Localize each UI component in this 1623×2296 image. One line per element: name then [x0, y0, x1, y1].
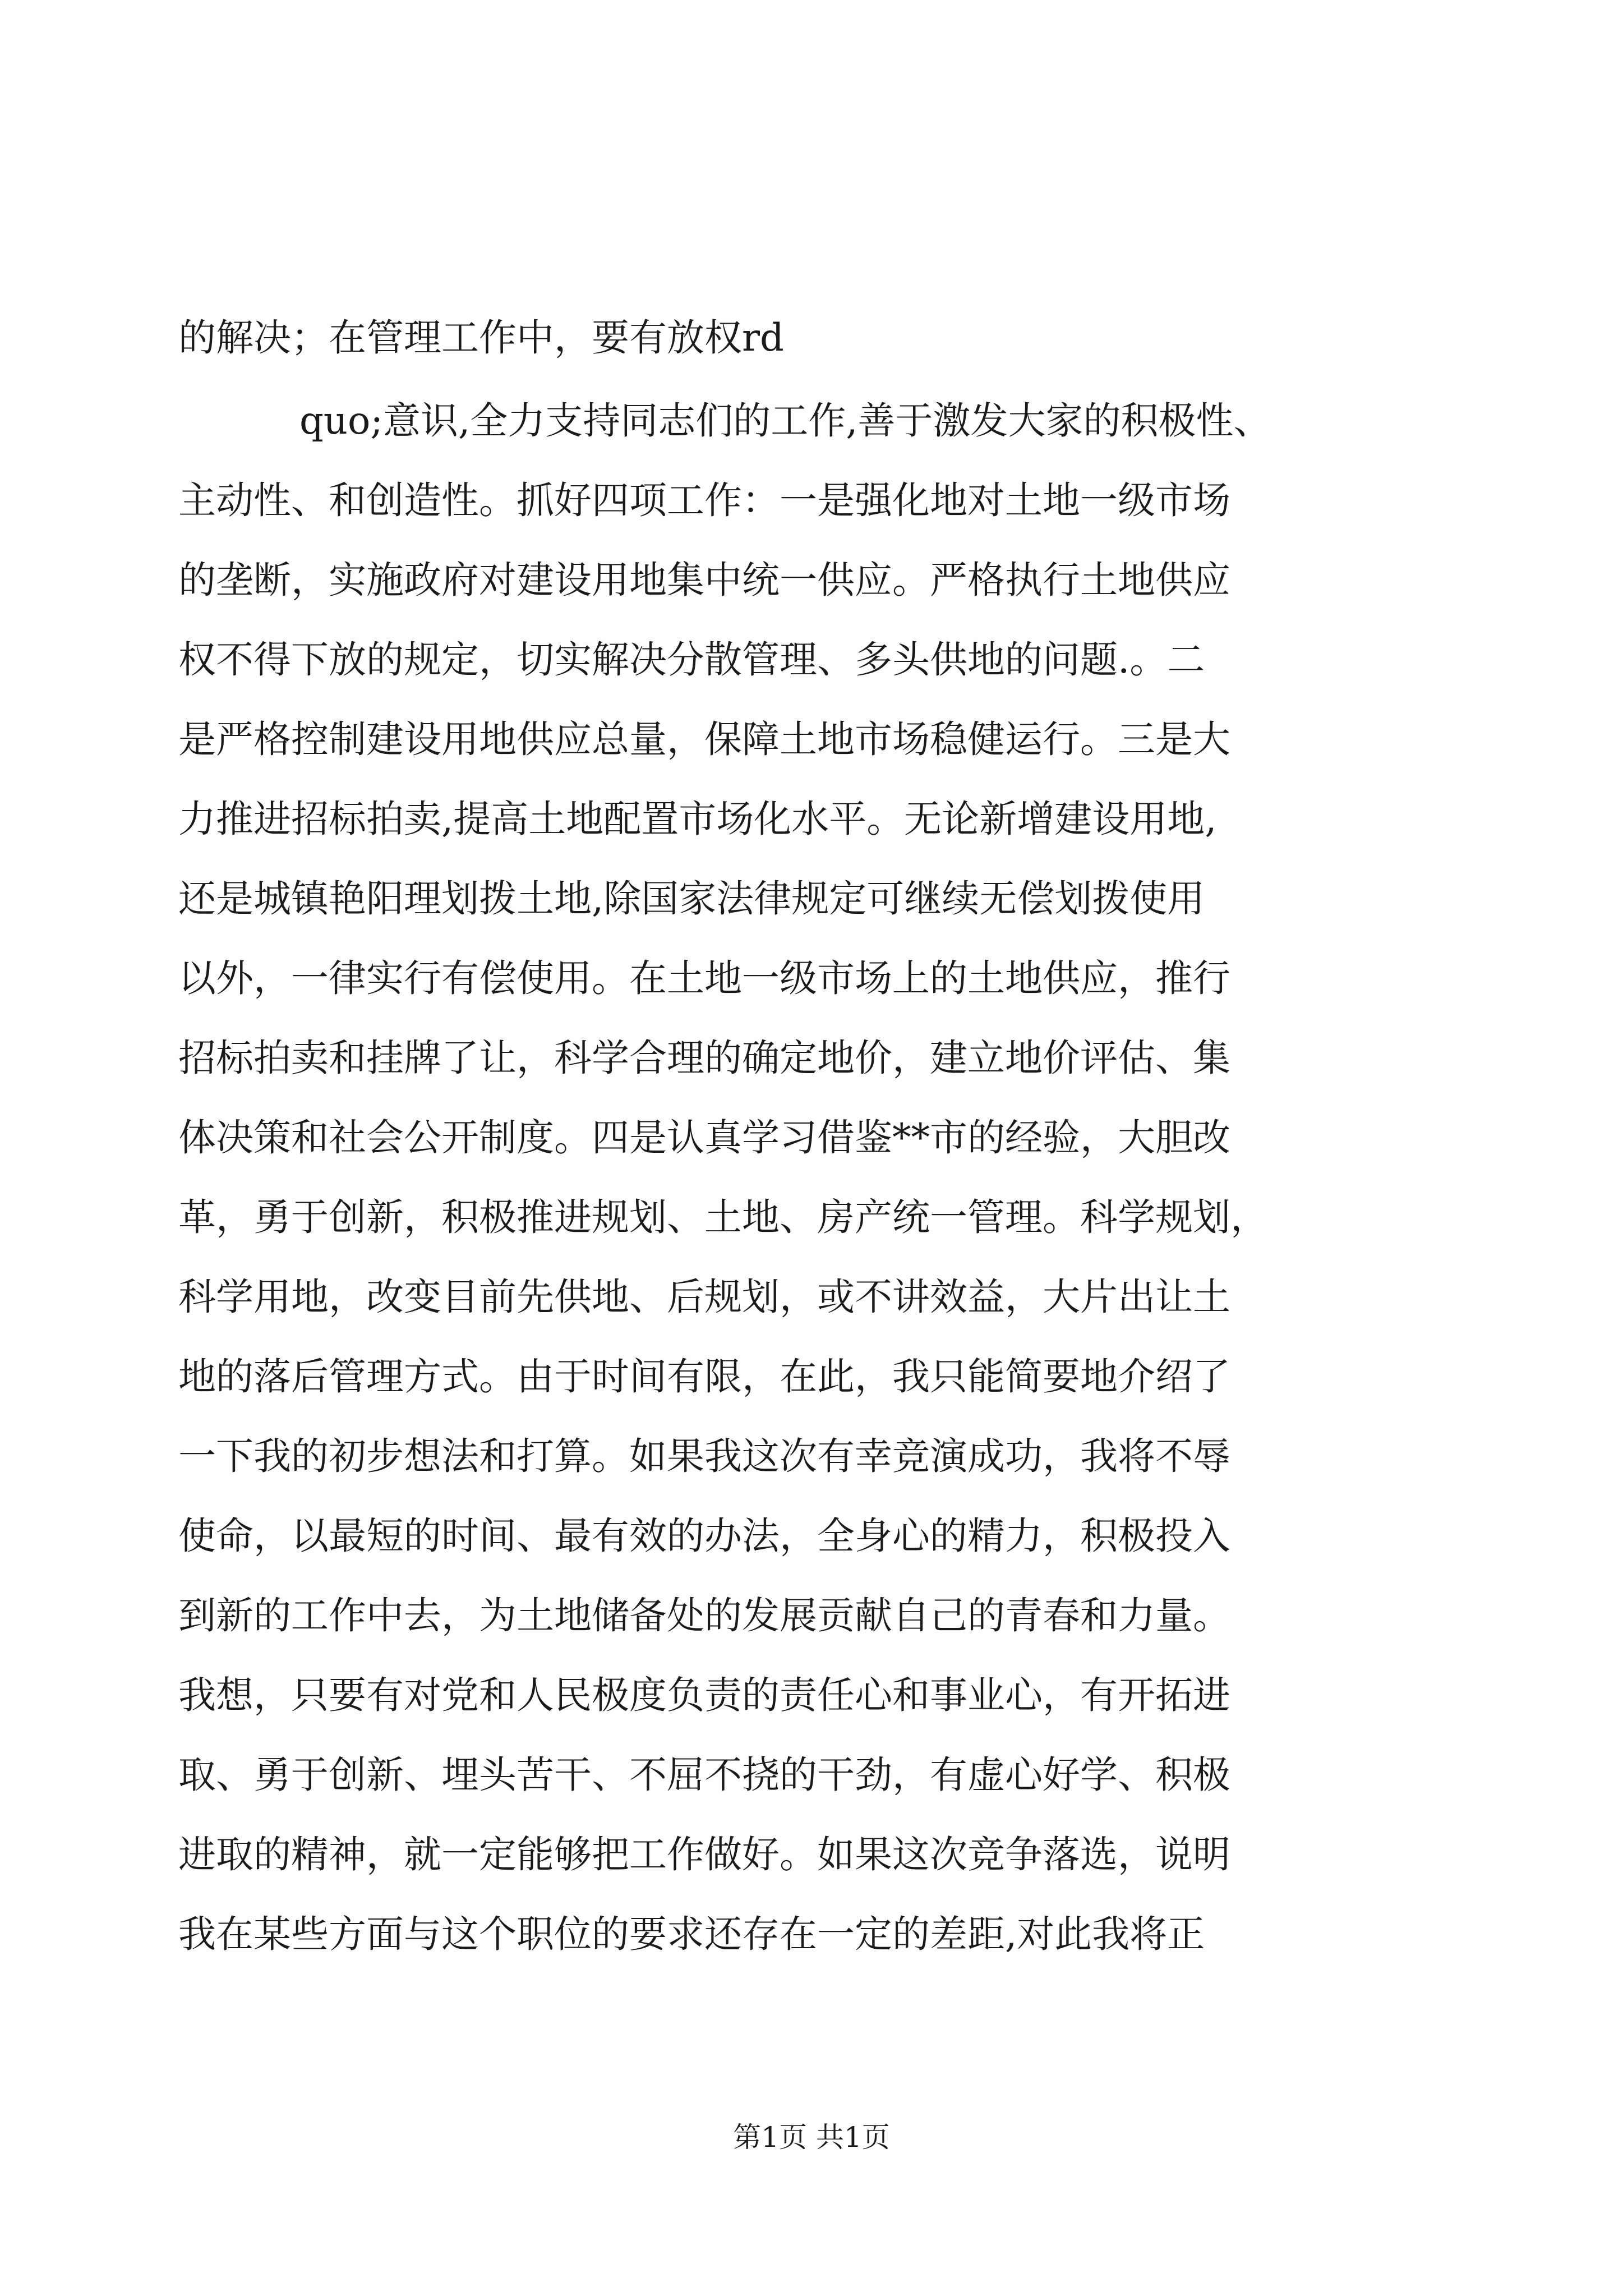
- text-line: 一下我的初步想法和打算。如果我这次有幸竞演成功，我将不辱: [178, 1434, 1230, 1478]
- text-line: 使命，以最短的时间、最有效的办法，全身心的精力，积极投入: [178, 1514, 1230, 1558]
- text-line: 是严格控制建设用地供应总量，保障土地市场稳健运行。三是大: [178, 717, 1230, 761]
- text-line: 地的落后管理方式。由于时间有限，在此，我只能简要地介绍了: [178, 1355, 1230, 1398]
- text-line: 以外，一律实行有偿使用。在土地一级市场上的土地供应，推行: [178, 956, 1230, 1000]
- page-footer: 第1页 共1页: [733, 2121, 890, 2154]
- text-line: 到新的工作中去，为土地储备处的发展贡献自己的青春和力量。: [178, 1594, 1230, 1637]
- text-line: 力推进招标拍卖,提高土地配置市场化水平。无论新增建设用地,: [178, 797, 1217, 841]
- text-line: 我想，只要有对党和人民极度负责的责任心和事业心，有开拓进: [178, 1673, 1230, 1717]
- text-line: 体决策和社会公开制度。四是认真学习借鉴**市的经验，大胆改: [178, 1116, 1230, 1159]
- text-line: 取、勇于创新、埋头苦干、不屈不挠的干劲，有虚心好学、积极: [178, 1753, 1230, 1797]
- text-line: 主动性、和创造性。抓好四项工作：一是强化地对土地一级市场: [178, 478, 1230, 522]
- text-line: 的垄断，实施政府对建设用地集中统一供应。严格执行土地供应: [178, 558, 1230, 602]
- text-line: 进取的精神，就一定能够把工作做好。如果这次竞争落选，说明: [178, 1833, 1230, 1876]
- text-line: 还是城镇艳阳理划拨土地,除国家法律规定可继续无偿划拨使用: [178, 877, 1205, 921]
- text-line: 我在某些方面与这个职位的要求还存在一定的差距,对此我将正: [178, 1912, 1205, 1956]
- text-line: quo;意识,全力支持同志们的工作,善于激发大家的积极性、: [299, 399, 1271, 443]
- text-line: 革，勇于创新，积极推进规划、土地、房产统一管理。科学规划，: [178, 1195, 1268, 1239]
- text-line: 权不得下放的规定，切实解决分散管理、多头供地的问题.。二: [178, 638, 1205, 682]
- text-line: 招标拍卖和挂牌了让，科学合理的确定地价，建立地价评估、集: [178, 1036, 1230, 1080]
- text-line: 的解决；在管理工作中，要有放权rd: [178, 316, 784, 360]
- text-line: 科学用地，改变目前先供地、后规划，或不讲效益，大片出让土: [178, 1275, 1230, 1319]
